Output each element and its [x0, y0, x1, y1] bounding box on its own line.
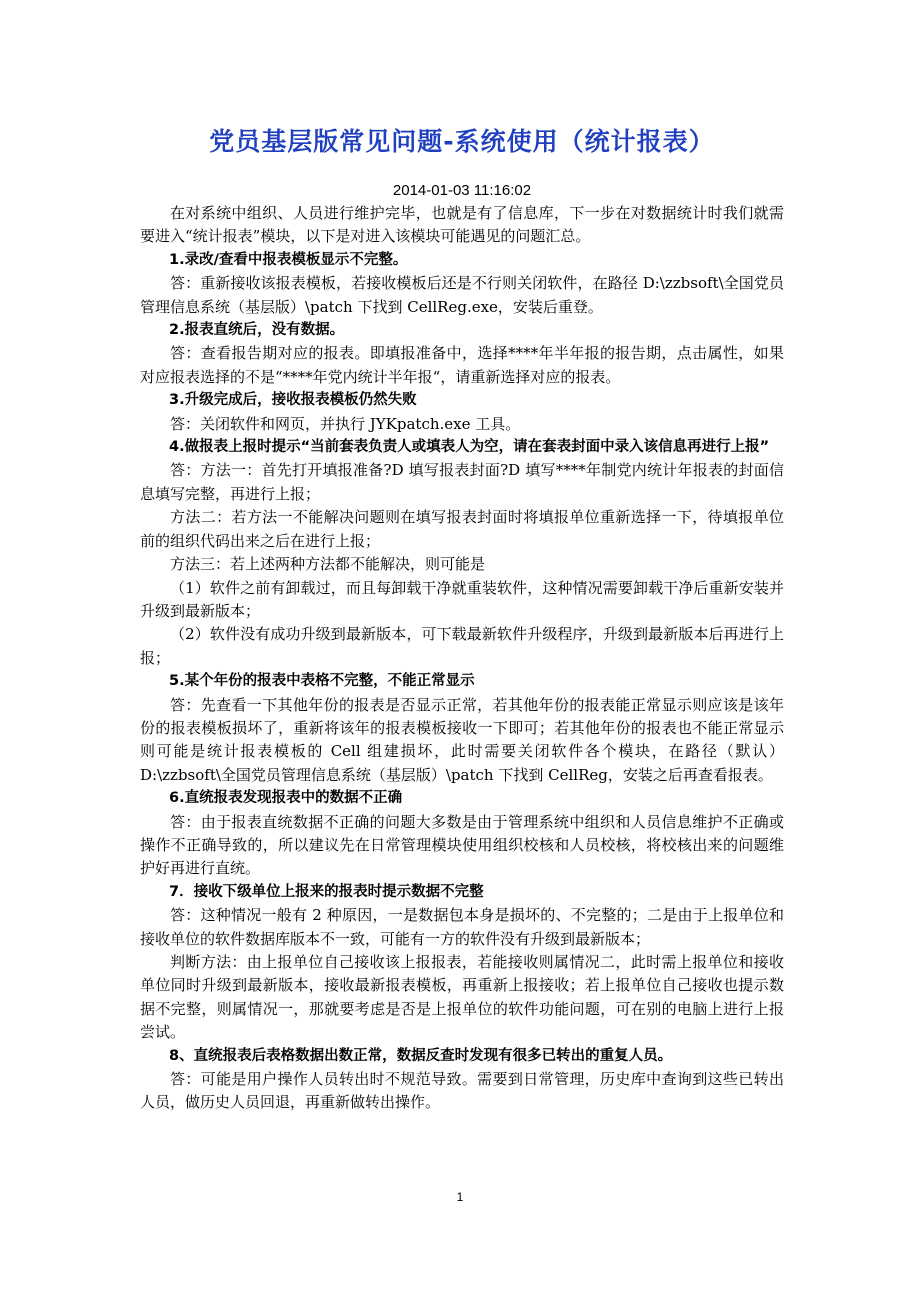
- answer-paragraph: （2）软件没有成功升级到最新版本，可下载最新软件升级程序，升级到最新版本后再进行上报；: [140, 625, 784, 667]
- question-heading: 6.直统报表发现报表中的数据不正确: [169, 790, 403, 807]
- question-heading: 2.报表直统后，没有数据。: [169, 322, 345, 339]
- question-heading: 1.录改/查看中报表模板显示不完整。: [169, 251, 408, 268]
- answer-paragraph: （1）软件之前有卸载过，而且每卸载干净就重装软件，这种情况需要卸载干净后重新安装并升级到最新版本；: [140, 578, 784, 620]
- answer-paragraph: 在对系统中组织、人员进行维护完毕，也就是有了信息库，下一步在对数据统计时我们就需要进入“统计报表”模块，以下是对进入该模块可能遇见的问题汇总。: [140, 204, 784, 246]
- question-heading: 8、直统报表后表格数据出数正常，数据反查时发现有很多已转出的重复人员。: [169, 1047, 673, 1064]
- page-number: 1: [456, 1190, 464, 1204]
- question-heading: 5.某个年份的报表中表格不完整，不能正常显示: [169, 673, 475, 690]
- document-body: [140, 202, 784, 1115]
- answer-paragraph: 答：这种情况一般有 2 种原因，一是数据包本身是损坏的、不完整的；二是由于上报单位和接收单位的软件数据库版本不一致，可能有一方的软件没有升级到最新版本；: [140, 906, 784, 948]
- answer-paragraph: 答：重新接收该报表模板，若接收模板后还是不行则关闭软件，在路径 D:\zzbsoft\全国党员管理信息系统（基层版）\patch 下找到 CellReg.exe，安装后重登。: [140, 274, 784, 316]
- answer-paragraph: 答：查看报告期对应的报表。即填报准备中，选择****年半年报的报告期，点击属性，如果对应报表选择的不是“****年党内统计半年报“，请重新选择对应的报表。: [140, 344, 784, 386]
- question-heading: 3.升级完成后，接收报表模板仍然失败: [169, 392, 417, 409]
- answer-paragraph: 答：由于报表直统数据不正确的问题大多数是由于管理系统中组织和人员信息维护不正确或操作不正确导致的，所以建议先在日常管理模块使用组织校核和人员校核，将校核出来的问题维护好再进行直统。: [140, 812, 784, 878]
- answer-paragraph: 答：方法一：首先打开填报准备?D 填写报表封面?D 填写****年制党内统计年报表的封面信息填写完整，再进行上报；: [140, 461, 784, 503]
- question-heading: 7．接收下级单位上报来的报表时提示数据不完整: [169, 883, 484, 900]
- answer-paragraph: 答：关闭软件和网页，并执行 JYKpatch.exe 工具。: [170, 414, 521, 433]
- document-date: 2014-01-03 11:16:02: [392, 182, 532, 199]
- document-title: 党员基层版常见问题-系统使用（统计报表）: [209, 127, 715, 156]
- question-heading: 4.做报表上报时提示“当前套表负责人或填表人为空，请在套表封面中录入该信息再进行上报”: [169, 439, 770, 456]
- document-page: [140, 122, 784, 1115]
- answer-paragraph: 方法三：若上述两种方法都不能解决，则可能是: [170, 555, 486, 574]
- answer-paragraph: 答：可能是用户操作人员转出时不规范导致。需要到日常管理，历史库中查询到这些已转出人员，做历史人员回退，再重新做转出操作。: [140, 1070, 784, 1112]
- answer-paragraph: 答：先查看一下其他年份的报表是否显示正常，若其他年份的报表能正常显示则应该是该年份的报表模板损坏了，重新将该年的报表模板接收一下即可；若其他年份的报表也不能正常显示则可能是统计报表模板的 Cell 组建损坏，此时需要关闭软件各个模块，在路径（默认）D:\zzbsoft\全国党员管理信息系统（基层版）\patch 下找到 CellReg，安装之后再查看报表。: [140, 695, 784, 784]
- answer-paragraph: 判断方法：由上报单位自己接收该上报报表，若能接收则属情况二，此时需上报单位和接收单位同时升级到最新版本，接收最新报表模板，再重新上报接收；若上报单位自己接收也提示数据不完整，则属情况一，那就要考虑是否是上报单位的软件功能问题，可在别的电脑上进行上报尝试。: [140, 953, 784, 1042]
- answer-paragraph: 方法二：若方法一不能解决问题则在填写报表封面时将填报单位重新选择一下，待填报单位前的组织代码出来之后在进行上报；: [140, 508, 784, 550]
